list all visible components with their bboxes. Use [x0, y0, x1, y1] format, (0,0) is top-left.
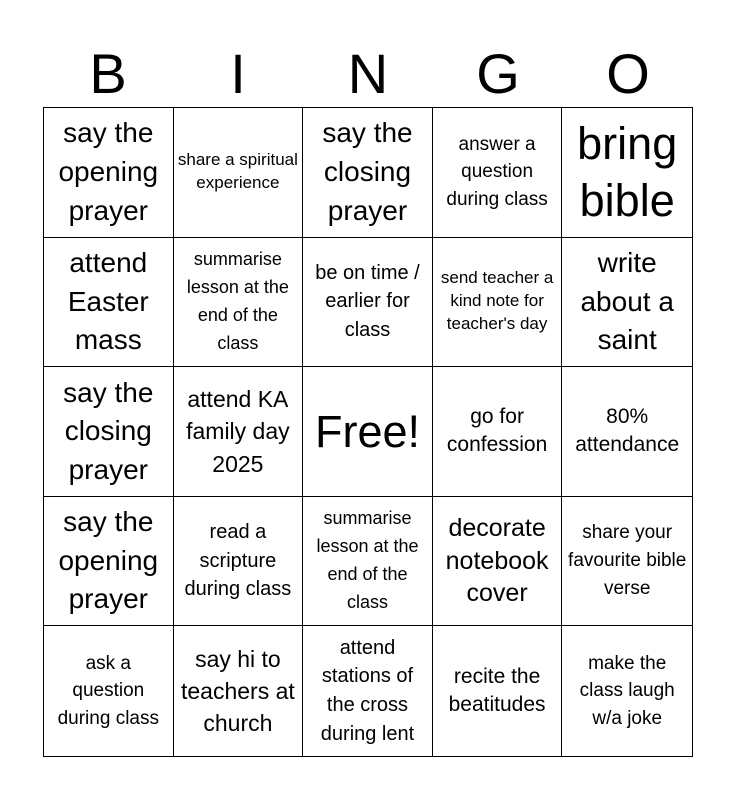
bingo-cell-r1-c3[interactable] — [303, 108, 433, 238]
bingo-cell-r4-c1[interactable] — [44, 497, 174, 627]
header-letter-b: B — [89, 42, 127, 105]
bingo-cell-r4-c3[interactable] — [303, 497, 433, 627]
cell-label: summarise lesson at the end of the class — [316, 508, 419, 612]
bingo-cell-r3-c3[interactable] — [303, 367, 433, 497]
cell-label: 80% attendance — [575, 405, 680, 457]
bingo-cell-r3-c2[interactable] — [174, 367, 304, 497]
bingo-cell-r4-c2[interactable] — [174, 497, 304, 627]
bingo-cell-r2-c4[interactable] — [433, 238, 563, 368]
header-letter-g: G — [476, 42, 520, 105]
bingo-cell-r3-c1[interactable] — [44, 367, 174, 497]
cell-label: attend stations of the cross during lent — [320, 636, 415, 745]
bingo-cell-r1-c2[interactable] — [174, 108, 304, 238]
cell-label: ask a question during class — [57, 652, 159, 730]
bingo-cell-r2-c5[interactable] — [562, 238, 692, 368]
header-letter-i: I — [230, 42, 246, 105]
cell-label: bring bible — [577, 118, 678, 227]
bingo-cell-r1-c5[interactable] — [562, 108, 692, 238]
cell-label: decorate notebook cover — [445, 514, 549, 608]
bingo-cell-r1-c1[interactable] — [44, 108, 174, 238]
cell-label: say the closing prayer — [63, 376, 154, 485]
bingo-cell-r5-c2[interactable] — [174, 626, 304, 756]
cell-label: say the opening prayer — [58, 506, 159, 615]
cell-label: share your favourite bible verse — [568, 522, 687, 599]
bingo-cell-r1-c4[interactable] — [433, 108, 563, 238]
cell-label: answer a question during class — [446, 133, 548, 211]
header-letter-o: O — [606, 42, 650, 105]
cell-label: read a scripture during class — [184, 520, 292, 601]
bingo-board — [43, 107, 693, 757]
free-space: Free! — [314, 405, 420, 457]
bingo-cell-r5-c3[interactable] — [303, 626, 433, 756]
bingo-cell-r2-c1[interactable] — [44, 238, 174, 368]
cell-label: send teacher a kind note for teacher's day — [440, 268, 554, 334]
bingo-cell-r4-c4[interactable] — [433, 497, 563, 627]
bingo-cell-r5-c1[interactable] — [44, 626, 174, 756]
bingo-cell-r2-c2[interactable] — [174, 238, 304, 368]
bingo-cell-r3-c4[interactable] — [433, 367, 563, 497]
bingo-cell-r5-c4[interactable] — [433, 626, 563, 756]
cell-label: make the class laugh w/a joke — [579, 652, 675, 730]
bingo-cell-r2-c3[interactable] — [303, 238, 433, 368]
header-letter-n: N — [347, 42, 389, 105]
bingo-cell-r5-c5[interactable] — [562, 626, 692, 756]
bingo-header — [43, 40, 693, 108]
cell-label: share a spiritual experience — [177, 150, 298, 193]
bingo-cell-r3-c5[interactable] — [562, 367, 692, 497]
cell-label: recite the beatitudes — [448, 664, 546, 717]
cell-label: say the closing prayer — [322, 117, 413, 226]
cell-label: say the opening prayer — [58, 117, 159, 226]
cell-label: say hi to teachers at church — [180, 645, 295, 737]
cell-label: write about a saint — [580, 246, 674, 356]
bingo-cell-r4-c5[interactable] — [562, 497, 692, 627]
cell-label: be on time / earlier for class — [315, 261, 420, 342]
cell-label: attend KA family day 2025 — [186, 386, 290, 477]
cell-label: go for confession — [446, 405, 548, 457]
cell-label: attend Easter mass — [67, 246, 149, 356]
cell-label: summarise lesson at the end of the class — [186, 249, 289, 353]
